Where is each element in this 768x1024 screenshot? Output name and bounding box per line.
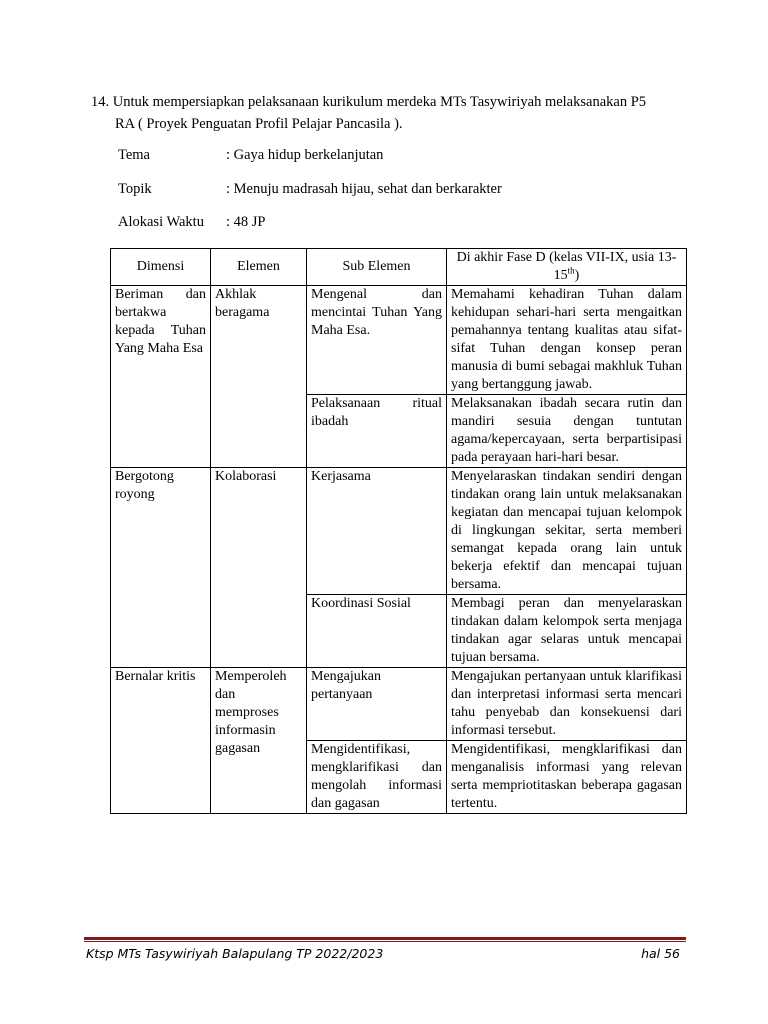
header-elemen: Elemen [211, 249, 307, 286]
footer-document-title: Ktsp MTs Tasywiriyah Balapulang TP 2022/2023 [86, 946, 384, 961]
cell-sub-elemen: Mengidentifikasi, mengklarifikasi dan mengolah informasi dan gagasan [307, 741, 447, 814]
cell-dimensi: Bernalar kritis [111, 668, 211, 814]
intro-line-2: RA ( Proyek Penguatan Profil Pelajar Pancasila ). [115, 116, 403, 132]
item-number: 14. [91, 94, 110, 110]
footer-page-number: hal 56 [641, 946, 680, 961]
intro-text-1: Untuk mempersiapkan pelaksanaan kurikulum merdeka MTs Tasywiriyah melaksanakan P5 [112, 94, 647, 110]
p5-table [110, 248, 687, 814]
cell-elemen: Akhlak beragama [211, 286, 307, 468]
header-fase-d-close: ) [574, 268, 580, 283]
cell-capaian: Mengidentifikasi, mengklarifikasi dan menganalisis informasi yang relevan serta mempriotitaskan beberapa gagasan tertentu. [447, 741, 687, 814]
cell-sub-elemen: Koordinasi Sosial [307, 595, 447, 668]
table-row [111, 668, 687, 741]
tema-label: Tema [118, 147, 150, 163]
intro-line-1 [91, 91, 691, 113]
cell-capaian: Menyelaraskan tindakan sendiri dengan tindakan orang lain untuk melaksanakan kegiatan dan mencapai tujuan kelompok di lingkungan sekitar, serta memberi semangat kepada orang lain untuk bekerja efektif dan mencapai tujuan bersama. [447, 468, 687, 595]
cell-capaian: Melaksanakan ibadah secara rutin dan mandiri sesuia dengan tuntutan agama/kepercayaan, serta berpartisipasi pada perayaan hari-hari besar. [447, 395, 687, 468]
cell-capaian: Membagi peran dan menyelaraskan tindakan dalam kelompok serta menjaga tindakan agar selaras untuk mencapai tujuan bersama. [447, 595, 687, 668]
cell-sub-elemen: Mengajukan pertanyaan [307, 668, 447, 741]
cell-dimensi: Beriman dan bertakwa kepada Tuhan Yang Maha Esa [111, 286, 211, 468]
table-row [111, 286, 687, 395]
cell-sub-elemen: Mengenal dan mencintai Tuhan Yang Maha Esa. [307, 286, 447, 395]
topik-label: Topik [118, 181, 152, 197]
footer-rule-thin [84, 941, 686, 942]
header-fase-d-sup: th [567, 265, 575, 276]
tema-value: : Gaya hidup berkelanjutan [226, 147, 384, 163]
footer-rule-thick [84, 937, 686, 940]
table-row [111, 468, 687, 595]
header-fase-d-text: Di akhir Fase D (kelas VII-IX, usia 13-15 [456, 250, 677, 283]
cell-sub-elemen: Pelaksanaan ritual ibadah [307, 395, 447, 468]
intro-paragraph [91, 91, 691, 135]
cell-capaian: Memahami kehadiran Tuhan dalam kehidupan sehari-hari serta mengaitkan pemahannya tentang kualitas atau sifat-sifat Tuhan dengan konsep peran manusia di bumi sebagai makhluk Tuhan yang bertanggung jawab. [447, 286, 687, 395]
cell-dimensi: Bergotong royong [111, 468, 211, 668]
header-sub-elemen: Sub Elemen [307, 249, 447, 286]
alokasi-label: Alokasi Waktu [118, 214, 204, 230]
cell-sub-elemen: Kerjasama [307, 468, 447, 595]
header-dimensi: Dimensi [111, 249, 211, 286]
cell-elemen: Memperoleh dan memproses informasin gagasan [211, 668, 307, 814]
topik-value: : Menuju madrasah hijau, sehat dan berkarakter [226, 181, 502, 197]
alokasi-value: : 48 JP [226, 214, 266, 230]
cell-elemen: Kolaborasi [211, 468, 307, 668]
table-header-row [111, 249, 687, 286]
header-fase-d [447, 249, 687, 286]
cell-capaian: Mengajukan pertanyaan untuk klarifikasi dan interpretasi informasi serta mencari tahu penyebab dan konsekuensi dari informasi tersebut. [447, 668, 687, 741]
